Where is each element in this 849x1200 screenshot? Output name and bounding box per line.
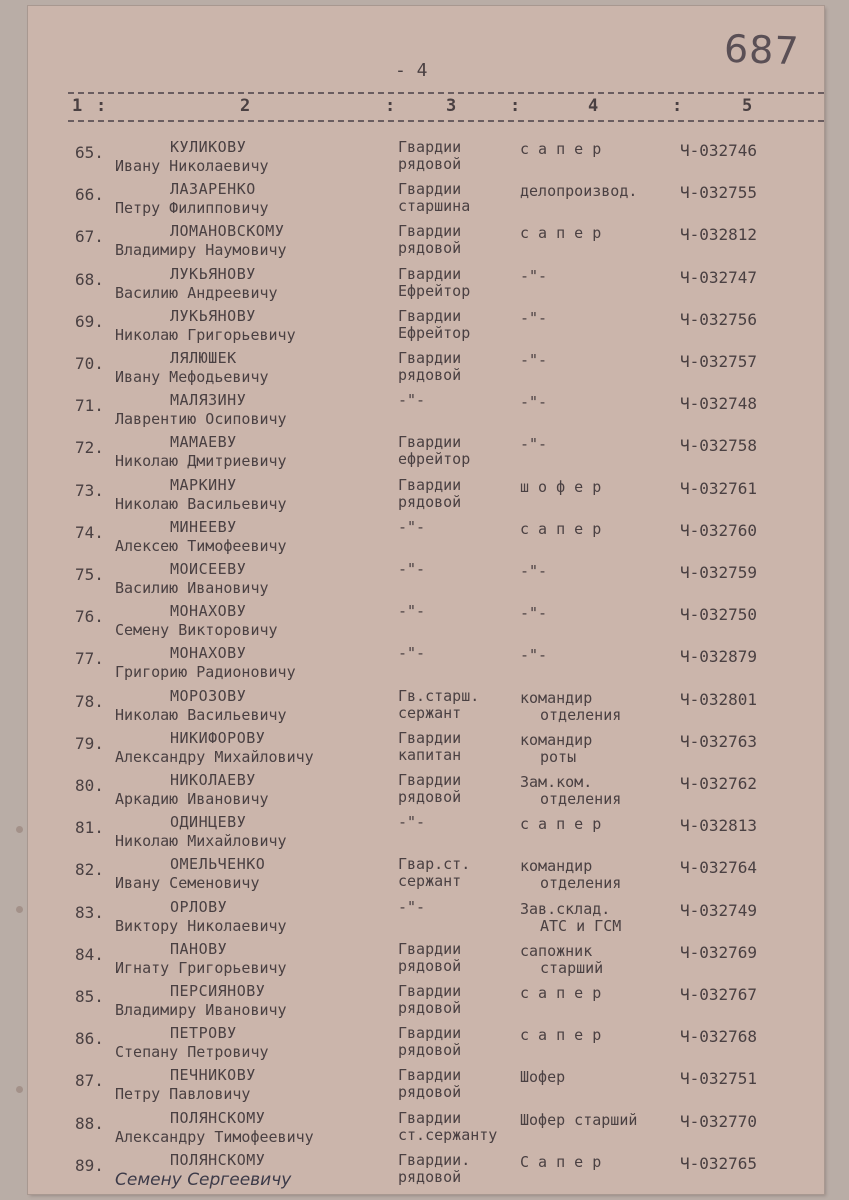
row-number: 75. <box>75 565 104 584</box>
header-rule-top <box>68 92 824 94</box>
table-row <box>0 1109 849 1151</box>
recipient-given-names: Семену Сергеевичу <box>115 1169 292 1190</box>
recipient-given-names: Степану Петровичу <box>115 1043 269 1062</box>
award-number: Ч-032747 <box>680 267 758 287</box>
rank-line-2: рядовой <box>398 1041 462 1060</box>
position-line-1: С а п е р <box>520 1152 602 1171</box>
rank-line-1: Гвардии <box>398 433 462 452</box>
position-line-1: командир <box>520 730 593 749</box>
table-row <box>0 518 849 560</box>
recipient-surname: ПОЛЯНСКОМУ <box>170 1150 266 1169</box>
recipient-given-names: Василию Ивановичу <box>115 579 269 597</box>
row-number: 66. <box>75 185 104 205</box>
recipient-given-names: Николаю Михайловичу <box>115 832 287 851</box>
rank-line-1: Гвардии <box>398 771 462 789</box>
table-row <box>0 1066 849 1108</box>
row-number: 76. <box>75 607 104 627</box>
table-row <box>0 940 849 982</box>
recipient-surname: ОДИНЦЕВУ <box>170 813 247 832</box>
row-number: 83. <box>75 902 104 922</box>
rank-line-2: сержант <box>398 703 462 722</box>
position-line-1: -"- <box>520 562 548 580</box>
rank-line-2: рядовой <box>398 1167 462 1186</box>
award-number: Ч-032768 <box>680 1027 758 1047</box>
table-row <box>0 602 849 644</box>
rank-line-2: рядовой <box>398 999 462 1017</box>
recipient-surname: МОИСЕЕВУ <box>170 560 247 578</box>
column-header-3: 3 <box>446 96 457 116</box>
table-row <box>0 982 849 1024</box>
header-rule-bottom <box>68 120 824 122</box>
row-number: 65. <box>75 143 104 162</box>
rank-line-1: -"- <box>398 560 426 578</box>
archive-page-number: 687 <box>723 26 801 74</box>
position-line-1: -"- <box>520 308 548 327</box>
recipient-surname: КУЛИКОВУ <box>170 138 247 156</box>
recipient-given-names: Николаю Григорьевичу <box>115 325 296 344</box>
position-line-2: отделения <box>540 705 622 724</box>
recipient-surname: ОРЛОВУ <box>170 897 228 916</box>
rank-line-2: рядовой <box>398 366 462 384</box>
rank-line-1: -"- <box>398 813 426 832</box>
table-row <box>0 560 849 602</box>
position-line-1: -"- <box>520 393 548 412</box>
rank-line-1: Гвардии. <box>398 1150 471 1169</box>
position-line-1: -"- <box>520 351 548 369</box>
rank-line-1: Гвардии <box>398 982 462 1000</box>
row-number: 70. <box>75 354 104 373</box>
table-row <box>0 771 849 813</box>
column-separator: : <box>672 96 683 116</box>
position-line-2: старший <box>540 958 604 977</box>
award-number: Ч-032764 <box>680 858 758 878</box>
recipient-given-names: Николаю Васильевичу <box>115 705 287 724</box>
award-number: Ч-032757 <box>680 352 758 371</box>
column-separator: : <box>96 96 107 116</box>
position-line-1: ш о ф е р <box>520 477 602 496</box>
rank-line-2: рядовой <box>398 239 462 258</box>
award-number: Ч-032759 <box>680 563 758 582</box>
rank-line-1: Гвардии <box>398 1108 462 1127</box>
position-line-2: АТС и ГСМ <box>540 916 622 935</box>
position-line-1: с а п е р <box>520 140 602 158</box>
position-line-1: -"- <box>520 604 548 623</box>
position-line-1: с а п е р <box>520 815 602 834</box>
position-line-1: делопроизвод. <box>520 182 638 201</box>
row-number: 77. <box>75 649 104 669</box>
recipient-surname: ПЕТРОВУ <box>170 1024 237 1043</box>
recipient-given-names: Николаю Васильевичу <box>115 494 287 513</box>
row-number: 80. <box>75 776 104 795</box>
row-number: 84. <box>75 944 104 964</box>
column-header-1: 1 <box>72 96 83 116</box>
row-number: 86. <box>75 1029 104 1049</box>
recipient-given-names: Виктору Николаевичу <box>115 916 287 935</box>
recipient-given-names: Ивану Семеновичу <box>115 874 260 893</box>
row-number: 79. <box>75 733 104 753</box>
rank-line-1: Гвардии <box>398 349 462 367</box>
recipient-surname: МАМАЕВУ <box>170 433 237 452</box>
recipient-given-names: Василию Андреевичу <box>115 283 278 302</box>
recipient-surname: ЛЯЛЮШЕК <box>170 349 237 367</box>
rank-line-1: Гвардии <box>398 1066 462 1085</box>
rank-line-2: рядовой <box>398 492 462 511</box>
award-number: Ч-032813 <box>680 816 758 836</box>
table-row <box>0 391 849 433</box>
recipient-given-names: Ивану Мефодьевичу <box>115 368 269 386</box>
rank-line-2: сержант <box>398 872 462 891</box>
award-number: Ч-032748 <box>680 394 758 414</box>
table-row <box>0 1151 849 1193</box>
row-number: 89. <box>75 1155 104 1175</box>
recipient-surname: МОРОЗОВУ <box>170 686 247 705</box>
table-row <box>0 729 849 771</box>
recipient-given-names: Николаю Дмитриевичу <box>115 452 287 471</box>
position-line-1: сапожник <box>520 941 593 960</box>
position-line-1: командир <box>520 857 593 876</box>
recipient-surname: ЛОМАНОВСКОМУ <box>170 222 285 241</box>
row-number: 87. <box>75 1071 104 1091</box>
position-line-1: Зам.ком. <box>520 773 593 791</box>
recipient-given-names: Ивану Николаевичу <box>115 157 269 175</box>
table-row <box>0 222 849 264</box>
table-row <box>0 476 849 518</box>
table-row <box>0 644 849 686</box>
award-number: Ч-032751 <box>680 1069 758 1089</box>
recipient-given-names: Лаврентию Осиповичу <box>115 410 287 429</box>
recipient-surname: НИКОЛАЕВУ <box>170 771 256 789</box>
award-number: Ч-032760 <box>680 520 758 540</box>
table-row <box>0 813 849 855</box>
recipient-given-names: Семену Викторовичу <box>115 621 278 640</box>
rank-line-1: -"- <box>398 391 426 410</box>
award-number: Ч-032750 <box>680 605 758 625</box>
rank-line-1: Гвардии <box>398 264 462 283</box>
position-line-2: отделения <box>540 790 622 808</box>
recipient-given-names: Алексею Тимофеевичу <box>115 536 287 555</box>
recipient-given-names: Григорию Радионовичу <box>115 663 296 682</box>
table-row <box>0 138 849 180</box>
award-number: Ч-032749 <box>680 900 758 920</box>
award-number: Ч-032812 <box>680 225 758 245</box>
position-line-1: Зав.склад. <box>520 899 611 918</box>
rank-line-1: Гвардии <box>398 728 462 747</box>
award-number: Ч-032761 <box>680 478 758 498</box>
row-number: 81. <box>75 818 104 838</box>
rank-line-1: -"- <box>398 897 426 916</box>
position-line-2: роты <box>540 747 577 766</box>
recipient-surname: ПАНОВУ <box>170 939 228 958</box>
table-row <box>0 265 849 307</box>
rank-line-2: старшина <box>398 197 471 216</box>
rank-line-2: Ефрейтор <box>398 281 471 300</box>
position-line-1: командир <box>520 688 593 707</box>
recipient-surname: ЛАЗАРЕНКО <box>170 180 256 199</box>
row-number: 67. <box>75 227 104 247</box>
column-separator: : <box>385 96 396 116</box>
column-header-4: 4 <box>588 96 599 116</box>
row-number: 74. <box>75 522 104 542</box>
position-line-1: -"- <box>520 435 548 454</box>
rank-line-1: Гвардии <box>398 222 462 241</box>
row-number: 88. <box>75 1113 104 1133</box>
rank-line-1: Гвардии <box>398 475 462 494</box>
recipient-surname: ЛУКЬЯНОВУ <box>170 306 256 325</box>
row-number: 71. <box>75 396 104 416</box>
recipient-surname: МИНЕЕВУ <box>170 517 237 536</box>
column-header-2: 2 <box>240 96 251 116</box>
rank-line-1: Гвардии <box>398 306 462 325</box>
rank-line-1: -"- <box>398 644 426 663</box>
rank-line-2: рядовой <box>398 155 462 173</box>
award-number: Ч-032769 <box>680 942 758 962</box>
rank-line-2: Ефрейтор <box>398 323 471 342</box>
recipient-surname: ПЕЧНИКОВУ <box>170 1066 256 1085</box>
recipient-given-names: Владимиру Наумовичу <box>115 241 287 260</box>
rank-line-2: рядовой <box>398 1083 462 1102</box>
rank-line-2: рядовой <box>398 788 462 806</box>
rank-line-2: ефрейтор <box>398 450 471 469</box>
recipient-given-names: Петру Филипповичу <box>115 199 269 218</box>
award-number: Ч-032756 <box>680 309 758 329</box>
position-line-1: с а п е р <box>520 519 602 538</box>
recipient-surname: ПОЛЯНСКОМУ <box>170 1108 266 1127</box>
recipient-surname: ОМЕЛЬЧЕНКО <box>170 855 266 874</box>
recipient-given-names: Аркадию Ивановичу <box>115 790 269 808</box>
rank-line-1: Гв.старш. <box>398 686 480 705</box>
recipient-surname: ЛУКЬЯНОВУ <box>170 264 256 283</box>
table-row <box>0 180 849 222</box>
recipient-surname: ПЕРСИЯНОВУ <box>170 982 266 1000</box>
recipient-given-names: Игнату Григорьевичу <box>115 958 287 977</box>
rank-line-1: -"- <box>398 602 426 621</box>
position-line-1: с а п е р <box>520 224 602 243</box>
column-separator: : <box>510 96 521 116</box>
column-header-5: 5 <box>742 96 753 116</box>
recipient-given-names: Петру Павловичу <box>115 1085 251 1104</box>
rank-line-1: Гвардии <box>398 1024 462 1043</box>
table-row <box>0 307 849 349</box>
award-number: Ч-032767 <box>680 985 758 1004</box>
row-number: 85. <box>75 987 104 1006</box>
award-number: Ч-032763 <box>680 731 758 751</box>
page-marker: - 4 <box>395 60 428 81</box>
recipient-surname: МОНАХОВУ <box>170 644 247 663</box>
recipient-given-names: Александру Михайловичу <box>115 747 314 766</box>
award-number: Ч-032746 <box>680 141 758 160</box>
row-number: 69. <box>75 311 104 331</box>
rank-line-1: Гвардии <box>398 138 462 156</box>
table-row <box>0 855 849 897</box>
award-number: Ч-032755 <box>680 183 758 203</box>
recipient-given-names: Александру Тимофеевичу <box>115 1127 314 1146</box>
table-row <box>0 349 849 391</box>
award-number: Ч-032762 <box>680 774 758 793</box>
award-number: Ч-032879 <box>680 647 758 667</box>
recipient-surname: МАРКИНУ <box>170 475 237 494</box>
rank-line-2: рядовой <box>398 956 462 975</box>
position-line-1: -"- <box>520 266 548 285</box>
table-row <box>0 433 849 475</box>
rank-line-1: Гвардии <box>398 180 462 199</box>
award-number: Ч-032801 <box>680 689 758 709</box>
position-line-1: с а п е р <box>520 1026 602 1045</box>
position-line-1: Шофер <box>520 1068 566 1087</box>
row-number: 78. <box>75 691 104 711</box>
recipient-surname: МАЛЯЗИНУ <box>170 391 247 410</box>
position-line-1: Шофер старший <box>520 1110 638 1129</box>
position-line-1: с а п е р <box>520 984 602 1002</box>
table-row <box>0 687 849 729</box>
award-number: Ч-032765 <box>680 1153 758 1173</box>
position-line-2: отделения <box>540 874 622 893</box>
row-number: 72. <box>75 438 104 458</box>
award-number: Ч-032770 <box>680 1111 758 1131</box>
rank-line-1: Гвардии <box>398 939 462 958</box>
table-row <box>0 898 849 940</box>
row-number: 73. <box>75 480 104 500</box>
row-number: 68. <box>75 269 104 289</box>
award-number: Ч-032758 <box>680 436 758 456</box>
position-line-1: -"- <box>520 646 548 665</box>
rank-line-1: -"- <box>398 517 426 536</box>
rank-line-2: ст.сержанту <box>398 1125 498 1144</box>
rank-line-2: капитан <box>398 745 462 764</box>
table-row <box>0 1024 849 1066</box>
recipient-surname: МОНАХОВУ <box>170 602 247 621</box>
recipient-given-names: Владимиру Ивановичу <box>115 1001 287 1019</box>
row-number: 82. <box>75 860 104 880</box>
recipient-surname: НИКИФОРОВУ <box>170 728 266 747</box>
rank-line-1: Гвар.ст. <box>398 855 471 874</box>
